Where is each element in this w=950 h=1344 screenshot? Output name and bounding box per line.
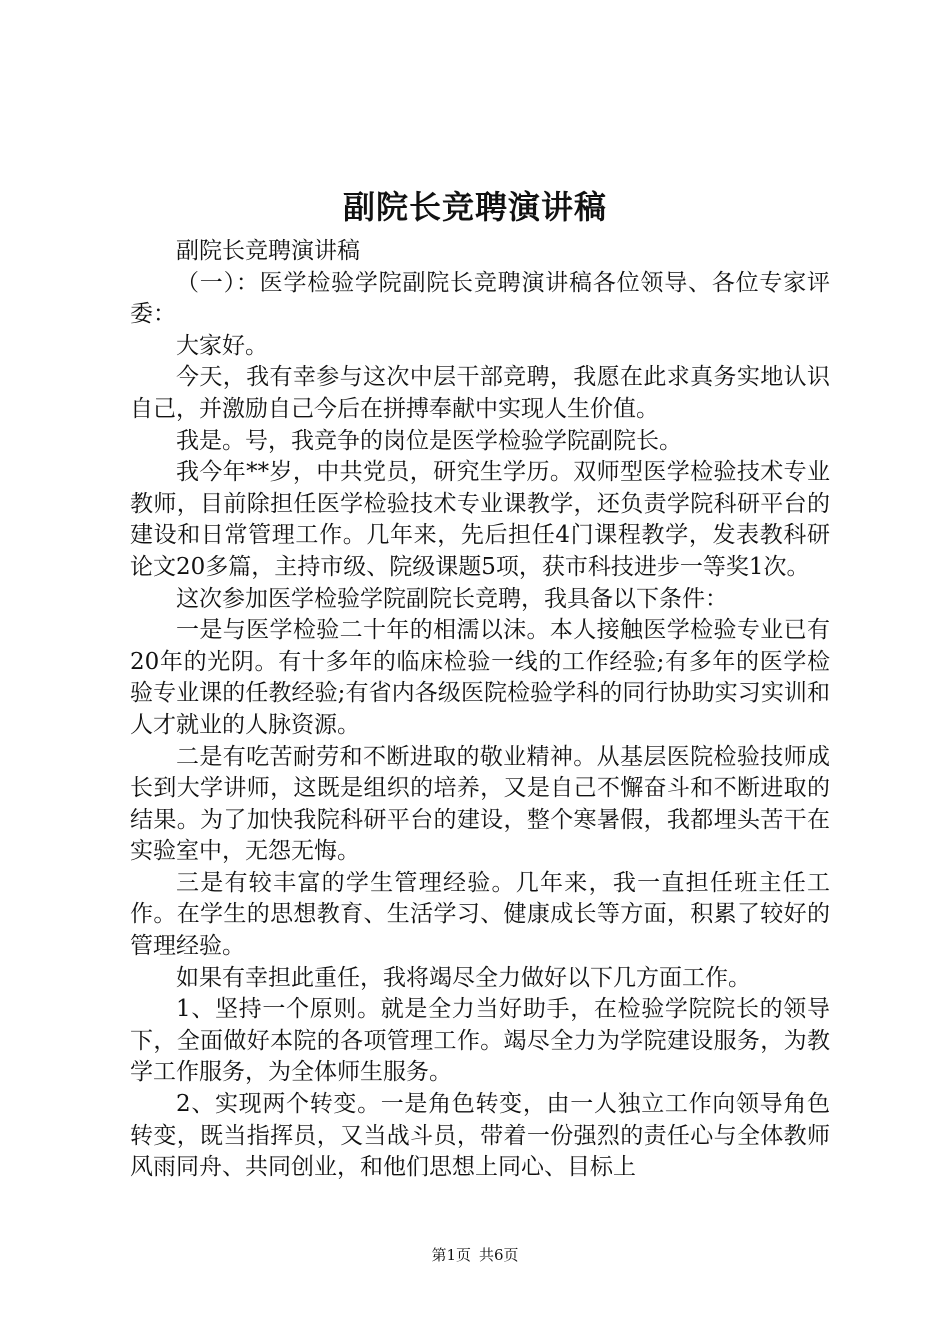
page-footer bbox=[0, 1245, 950, 1265]
paragraph: 1、坚持一个原则。就是全力当好助手，在检验学院院长的领导下，全面做好本院的各项管理工作。竭尽全力为学院建设服务，为教学工作服务，为全体师生服务。 bbox=[130, 996, 830, 1086]
page-total: 共6页 bbox=[479, 1246, 519, 1264]
page-number: 第1页 bbox=[431, 1246, 471, 1264]
paragraph: 今天，我有幸参与这次中层干部竞聘，我愿在此求真务实地认识自己，并激励自己今后在拼搏奉献中实现人生价值。 bbox=[130, 364, 830, 422]
document-title: 副院长竞聘演讲稿 bbox=[342, 188, 607, 226]
paragraph: （一）：医学检验学院副院长竞聘演讲稿各位领导、各位专家评委： bbox=[130, 269, 830, 328]
paragraph: 2、实现两个转变。一是角色转变，由一人独立工作向领导角色转变，既当指挥员，又当战斗员，带着一份强烈的责任心与全体教师风雨同舟、共同创业，和他们思想上同心、目标上 bbox=[130, 1091, 830, 1181]
paragraph: 一是与医学检验二十年的相濡以沫。本人接触医学检验专业已有20年的光阴。有十多年的临床检验一线的工作经验;有多年的医学检验专业课的任教经验;有省内各级医院检验学科的同行协助实习实训和人才就业的人脉资源。 bbox=[130, 617, 830, 738]
paragraph: 如果有幸担此重任，我将竭尽全力做好以下几方面工作。 bbox=[176, 964, 751, 991]
paragraph: 副院长竞聘演讲稿 bbox=[176, 238, 360, 264]
paragraph: 我今年**岁，中共党员，研究生学历。双师型医学检验技术专业教师，目前除担任医学检验技术专业课教学，还负责学院科研平台的建设和日常管理工作。几年来，先后担任4门课程教学，发表教科研论文20多篇，主持市级、院级课题5项，获市科技进步一等奖1次。 bbox=[130, 459, 830, 580]
paragraph: 二是有吃苦耐劳和不断进取的敬业精神。从基层医院检验技师成长到大学讲师，这既是组织的培养，又是自己不懈奋斗和不断进取的结果。为了加快我院科研平台的建设，整个寒暑假，我都埋头苦干在实验室中，无怨无悔。 bbox=[130, 743, 830, 865]
paragraph: 三是有较丰富的学生管理经验。几年来，我一直担任班主任工作。在学生的思想教育、生活学习、健康成长等方面，积累了较好的管理经验。 bbox=[130, 869, 830, 960]
paragraph: 这次参加医学检验学院副院长竞聘，我具备以下条件： bbox=[176, 585, 728, 612]
paragraph: 我是。号，我竞争的岗位是医学检验学院副院长。 bbox=[176, 427, 682, 454]
paragraph: 大家好。 bbox=[176, 332, 268, 359]
document-body bbox=[130, 236, 830, 1184]
